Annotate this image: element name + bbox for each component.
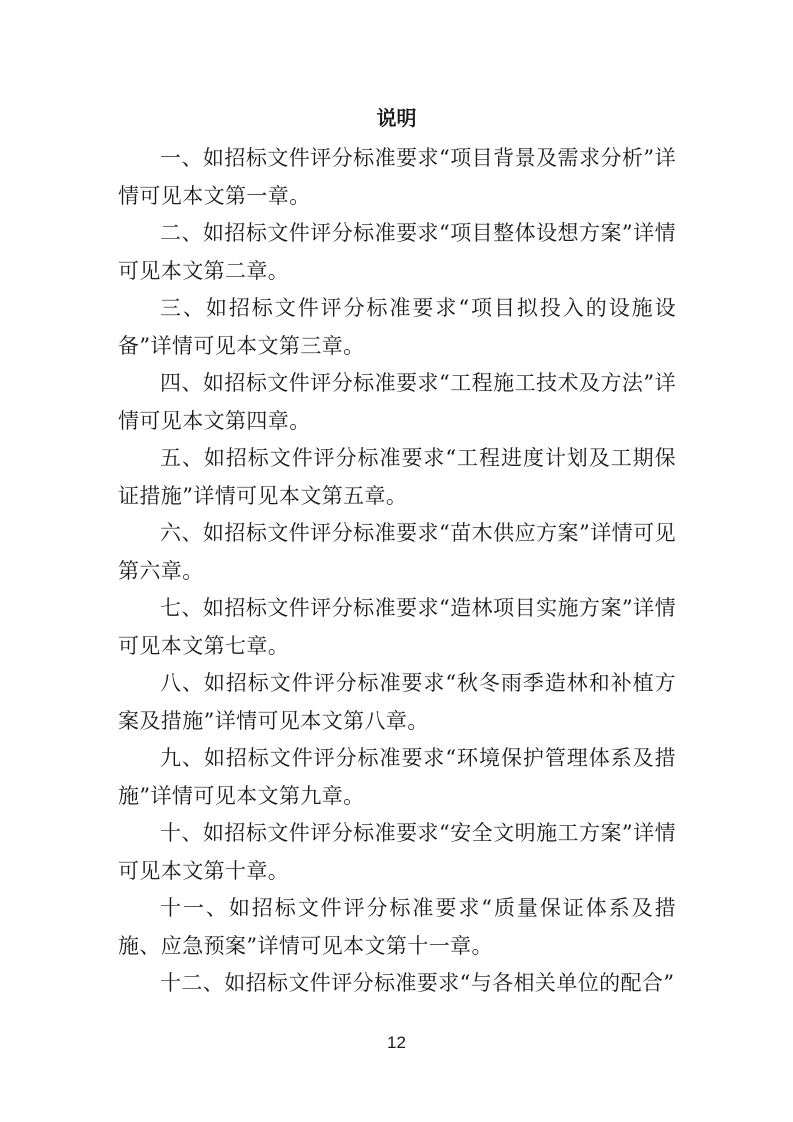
paragraph-12: 十二、如招标文件评分标准要求“与各相关单位的配合” <box>160 971 675 995</box>
paragraph-8: 八、如招标文件评分标准要求“秋冬雨季造林和补植方案及措施”详情可见本文第八章。 <box>118 671 676 733</box>
paragraph-5: 五、如招标文件评分标准要求“工程进度计划及工期保证措施”详情可见本文第五章。 <box>118 446 676 508</box>
paragraph-7: 七、如招标文件评分标准要求“造林项目实施方案”详情可见本文第七章。 <box>118 596 676 658</box>
page-number: 12 <box>387 1033 406 1052</box>
paragraph-11: 十一、如招标文件评分标准要求“质量保证体系及措施、应急预案”详情可见本文第十一章。 <box>118 896 676 958</box>
paragraph-4: 四、如招标文件评分标准要求“工程施工技术及方法”详情可见本文第四章。 <box>118 371 676 433</box>
paragraph-6: 六、如招标文件评分标准要求“苗木供应方案”详情可见第六章。 <box>118 521 676 583</box>
paragraph-3: 三、如招标文件评分标准要求“项目拟投入的设施设备”详情可见本文第三章。 <box>118 296 676 358</box>
document-body <box>118 140 676 1003</box>
paragraph-10: 十、如招标文件评分标准要求“安全文明施工方案”详情可见本文第十章。 <box>118 821 676 883</box>
page-title: 说明 <box>376 106 417 130</box>
paragraph-1: 一、如招标文件评分标准要求“项目背景及需求分析”详情可见本文第一章。 <box>118 146 676 208</box>
paragraph-9: 九、如招标文件评分标准要求“环境保护管理体系及措施”详情可见本文第九章。 <box>118 746 676 808</box>
paragraph-2: 二、如招标文件评分标准要求“项目整体设想方案”详情可见本文第二章。 <box>118 221 676 283</box>
